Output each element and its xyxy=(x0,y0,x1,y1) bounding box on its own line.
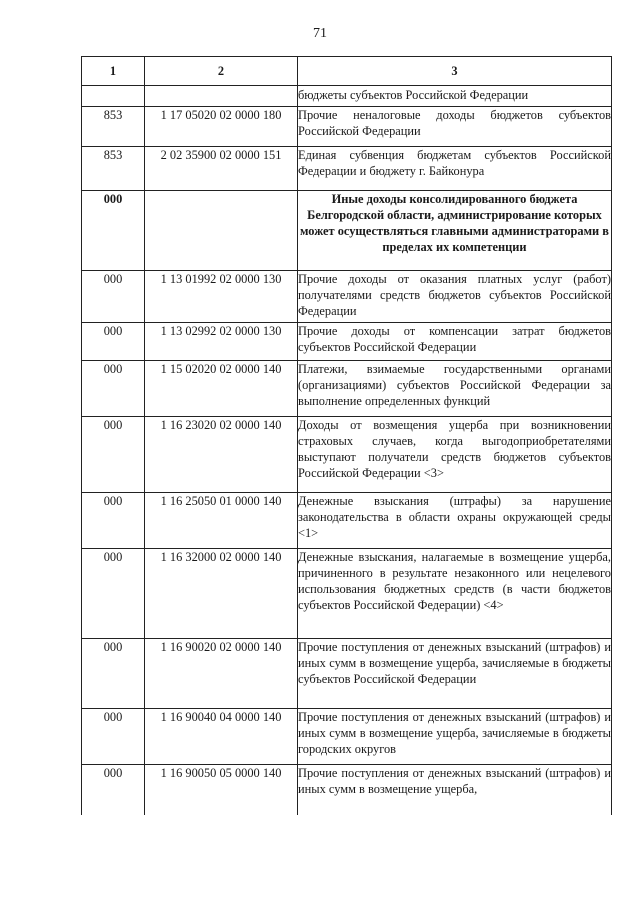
revenue-name-cell: Прочие неналоговые доходы бюджетов субъектов Российской Федерации xyxy=(298,107,612,147)
revenue-name-cell: Денежные взыскания (штрафы) за нарушение законодательства в области охраны окружающей среды <1> xyxy=(298,493,612,549)
page-number: 71 xyxy=(313,26,327,41)
header-col-2: 2 xyxy=(145,57,298,86)
table-row xyxy=(82,191,612,271)
table-row xyxy=(82,107,612,147)
revenue-name-cell: Платежи, взимаемые государственными органами (организациями) субъектов Российской Федерации за выполнение определенных функций xyxy=(298,361,612,417)
revenue-name-cell: Прочие доходы от оказания платных услуг (работ) получателями средств бюджетов субъектов Российской Федерации xyxy=(298,271,612,323)
table-row xyxy=(82,417,612,493)
budget-classification-code-cell: 1 16 90040 04 0000 140 xyxy=(145,709,298,765)
table-row xyxy=(82,271,612,323)
table-row xyxy=(82,323,612,361)
admin-code-cell xyxy=(82,86,145,107)
revenue-name-cell: Прочие поступления от денежных взысканий (штрафов) и иных сумм в возмещение ущерба, xyxy=(298,765,612,815)
admin-code-cell: 853 xyxy=(82,147,145,191)
admin-code-cell: 000 xyxy=(82,493,145,549)
revenue-name-cell: бюджеты субъектов Российской Федерации xyxy=(298,86,612,107)
admin-code-cell: 853 xyxy=(82,107,145,147)
budget-classification-code-cell: 1 13 02992 02 0000 130 xyxy=(145,323,298,361)
revenue-name-cell: Единая субвенция бюджетам субъектов Российской Федерации и бюджету г. Байконура xyxy=(298,147,612,191)
header-col-3: 3 xyxy=(298,57,612,86)
budget-classification-code-cell: 1 17 05020 02 0000 180 xyxy=(145,107,298,147)
table-row xyxy=(82,639,612,709)
table-row xyxy=(82,493,612,549)
budget-classification-code-cell: 2 02 35900 02 0000 151 xyxy=(145,147,298,191)
revenue-name-cell: Иные доходы консолидированного бюджета Белгородской области, администрирование которых может осуществляться главными администраторами в пределах их компетенции xyxy=(298,191,612,271)
table-row xyxy=(82,709,612,765)
budget-classification-code-cell xyxy=(145,86,298,107)
table-header-row xyxy=(82,57,612,86)
budget-classification-code-cell: 1 16 23020 02 0000 140 xyxy=(145,417,298,493)
admin-code-cell: 000 xyxy=(82,639,145,709)
admin-code-cell: 000 xyxy=(82,323,145,361)
admin-code-cell: 000 xyxy=(82,271,145,323)
revenue-name-cell: Прочие поступления от денежных взысканий (штрафов) и иных сумм в возмещение ущерба, зачисляемые в бюджеты городских округов xyxy=(298,709,612,765)
budget-classification-code-cell xyxy=(145,191,298,271)
table-row xyxy=(82,86,612,107)
budget-classification-code-cell: 1 16 90020 02 0000 140 xyxy=(145,639,298,709)
table-row xyxy=(82,549,612,639)
budget-classification-code-cell: 1 16 32000 02 0000 140 xyxy=(145,549,298,639)
table-row xyxy=(82,765,612,815)
header-col-1: 1 xyxy=(82,57,145,86)
table-row xyxy=(82,361,612,417)
budget-classification-code-cell: 1 13 01992 02 0000 130 xyxy=(145,271,298,323)
admin-code-cell: 000 xyxy=(82,765,145,815)
revenue-name-cell: Доходы от возмещения ущерба при возникновении страховых случаев, когда выгодоприобретателями выступают получатели средств бюджетов субъектов Российской Федерации <3> xyxy=(298,417,612,493)
admin-code-cell: 000 xyxy=(82,709,145,765)
table-body xyxy=(82,86,612,815)
budget-classification-code-cell: 1 16 25050 01 0000 140 xyxy=(145,493,298,549)
admin-code-cell: 000 xyxy=(82,417,145,493)
revenue-name-cell: Денежные взыскания, налагаемые в возмещение ущерба, причиненного в результате незаконного или нецелевого использования бюджетных средств (в части бюджетов субъектов Российской Федерации) <4> xyxy=(298,549,612,639)
budget-classification-code-cell: 1 16 90050 05 0000 140 xyxy=(145,765,298,815)
budget-revenue-table xyxy=(81,56,612,815)
budget-classification-code-cell: 1 15 02020 02 0000 140 xyxy=(145,361,298,417)
admin-code-cell: 000 xyxy=(82,549,145,639)
revenue-name-cell: Прочие доходы от компенсации затрат бюджетов субъектов Российской Федерации xyxy=(298,323,612,361)
admin-code-cell: 000 xyxy=(82,361,145,417)
table-row xyxy=(82,147,612,191)
revenue-name-cell: Прочие поступления от денежных взысканий (штрафов) и иных сумм в возмещение ущерба, зачисляемые в бюджеты субъектов Российской Федерации xyxy=(298,639,612,709)
admin-code-cell: 000 xyxy=(82,191,145,271)
